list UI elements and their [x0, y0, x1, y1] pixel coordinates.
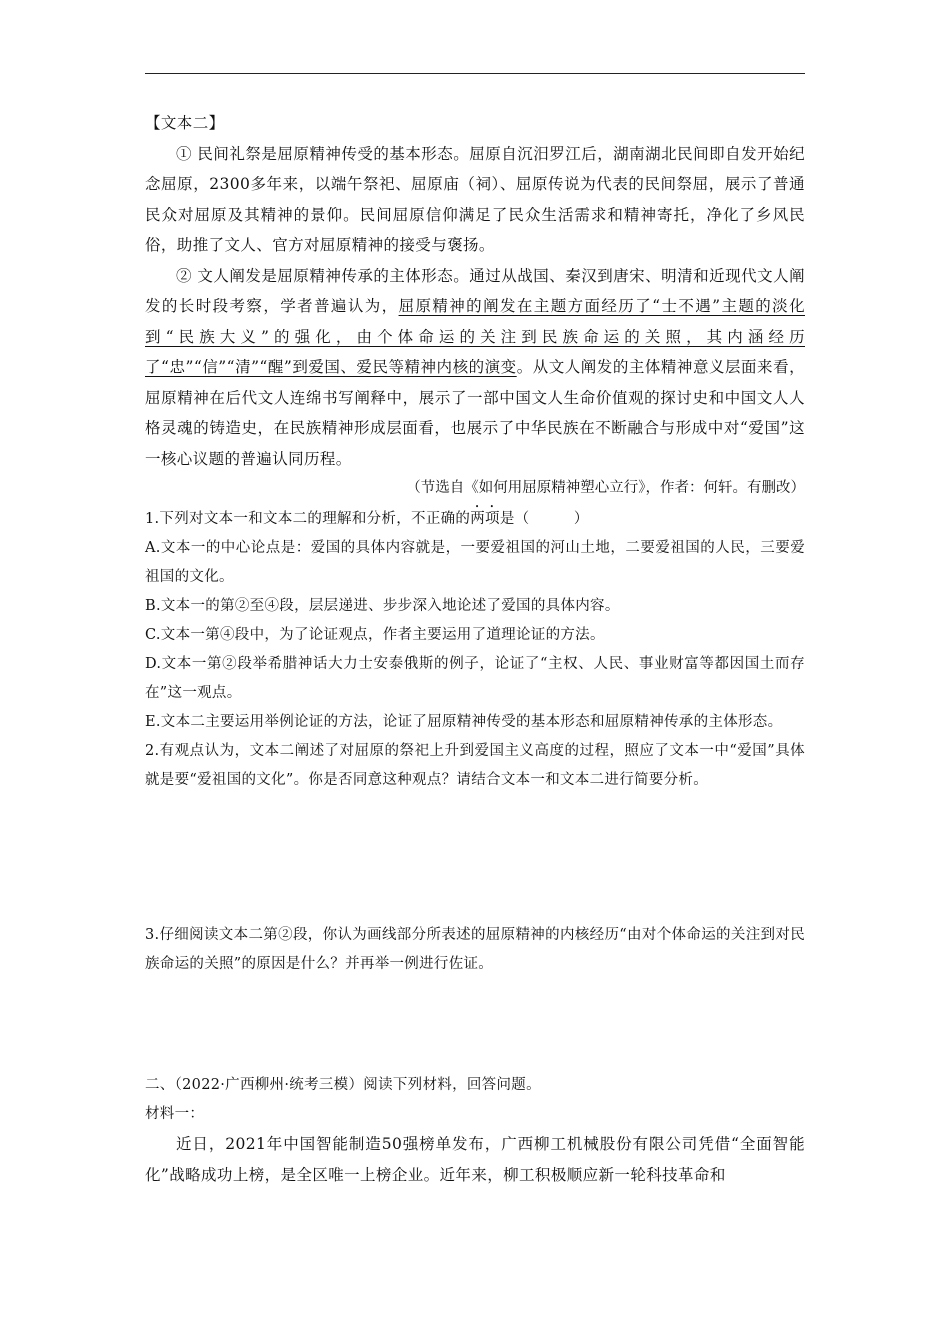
- question-1-stem: 1.下列对文本一和文本二的理解和分析，不正确的: [145, 511, 471, 527]
- material-1-paragraph: 近日，2021年中国智能制造50强榜单发布，广西柳工机械股份有限公司凭借“全面智能化”战略成功上榜，是全区唯一上榜企业。近年来，柳工积极顺应新一轮科技革命和: [145, 1135, 805, 1184]
- question-2: 2.有观点认为，文本二阐述了对屈原的祭祀上升到爱国主义高度的过程，照应了文本一中“爱国”具体就是要“爱祖国的文化”。你是否同意这种观点？请结合文本一和文本二进行简要分析。: [145, 743, 805, 788]
- question-3: 3.仔细阅读文本二第②段，你认为画线部分所表述的屈原精神的内核经历“由对个体命运的关注到对民族命运的关照”的原因是什么？并再举一例进行佐证。: [145, 927, 805, 972]
- question-1: [145, 503, 805, 534]
- option-a: A.文本一的中心论点是：爱国的具体内容就是，一要爱祖国的河山土地，二要爱祖国的人民，三要爱祖国的文化。: [145, 540, 805, 585]
- question-1-bracket: 是（ ）: [499, 511, 589, 527]
- text2-paragraph-2-rest: 。从文人阐发的主体精神意义层面来看，屈原精神在后代文人连绵书写阐释中，展示了一部中国文人生命价值观的探讨史和中国文人人格灵魂的铸造史，在民族精神形成层面看，也展示了中华民族在不断融合与形成中对“爱国”这一核心议题的普遍认同历程。: [145, 358, 806, 468]
- text2-paragraph-2-lead: ② 文人阐发是屈原精神传承的主体形态。通过从战国、秦汉到唐宋、明清和近现代文人阐发的长时段考察，学者普遍认为，: [145, 266, 805, 315]
- option-e: E.文本二主要运用举例论证的方法，论证了屈原精神传受的基本形态和屈原精神传承的主体形态。: [145, 714, 783, 730]
- text2-paragraph-1: ① 民间礼祭是屈原精神传受的基本形态。屈原自沉汨罗江后，湖南湖北民间即自发开始纪念屈原，2300多年来，以端午祭祀、屈原庙（祠）、屈原传说为代表的民间祭屈，展示了普通民众对屈原及其精神的景仰。民间屈原信仰满足了民众生活需求和精神寄托，净化了乡风民俗，助推了文人、官方对屈原精神的接受与褒扬。: [145, 144, 805, 254]
- option-c: C.文本一第④段中，为了论证观点，作者主要运用了道理论证的方法。: [145, 627, 605, 643]
- emphasized-two-items: 两项: [470, 511, 500, 527]
- option-d: D.文本一第②段举希腊神话大力士安泰俄斯的例子，论证了“主权、人民、事业财富等都因国土而存在”这一观点。: [145, 656, 805, 701]
- document-content: [145, 108, 805, 1190]
- text2-paragraph-2: [145, 261, 805, 475]
- header-rule: [145, 73, 805, 74]
- section-2-title: 二、（2022·广西柳州·统考三模）阅读下列材料，回答问题。: [145, 1077, 541, 1093]
- underlined-passage: 屈原精神的阐发在主题方面经历了“士不遇”主题的淡化到“民族大义”的强化，由个体命运的关注到民族命运的关照，其内涵经历了“忠”“信”“清”“醒”到爱国、爱民等精神内核的演变: [145, 297, 805, 376]
- answer-space-2: [145, 795, 805, 921]
- text2-heading: 【文本二】: [145, 114, 225, 132]
- answer-space-3: [145, 979, 805, 1071]
- source-citation: （节选自《如何用屈原精神塑心立行》，作者：何轩。有删改）: [406, 480, 805, 496]
- option-b: B.文本一的第②至④段，层层递进、步步深入地论述了爱国的具体内容。: [145, 598, 620, 614]
- material-1-label: 材料一：: [145, 1106, 205, 1122]
